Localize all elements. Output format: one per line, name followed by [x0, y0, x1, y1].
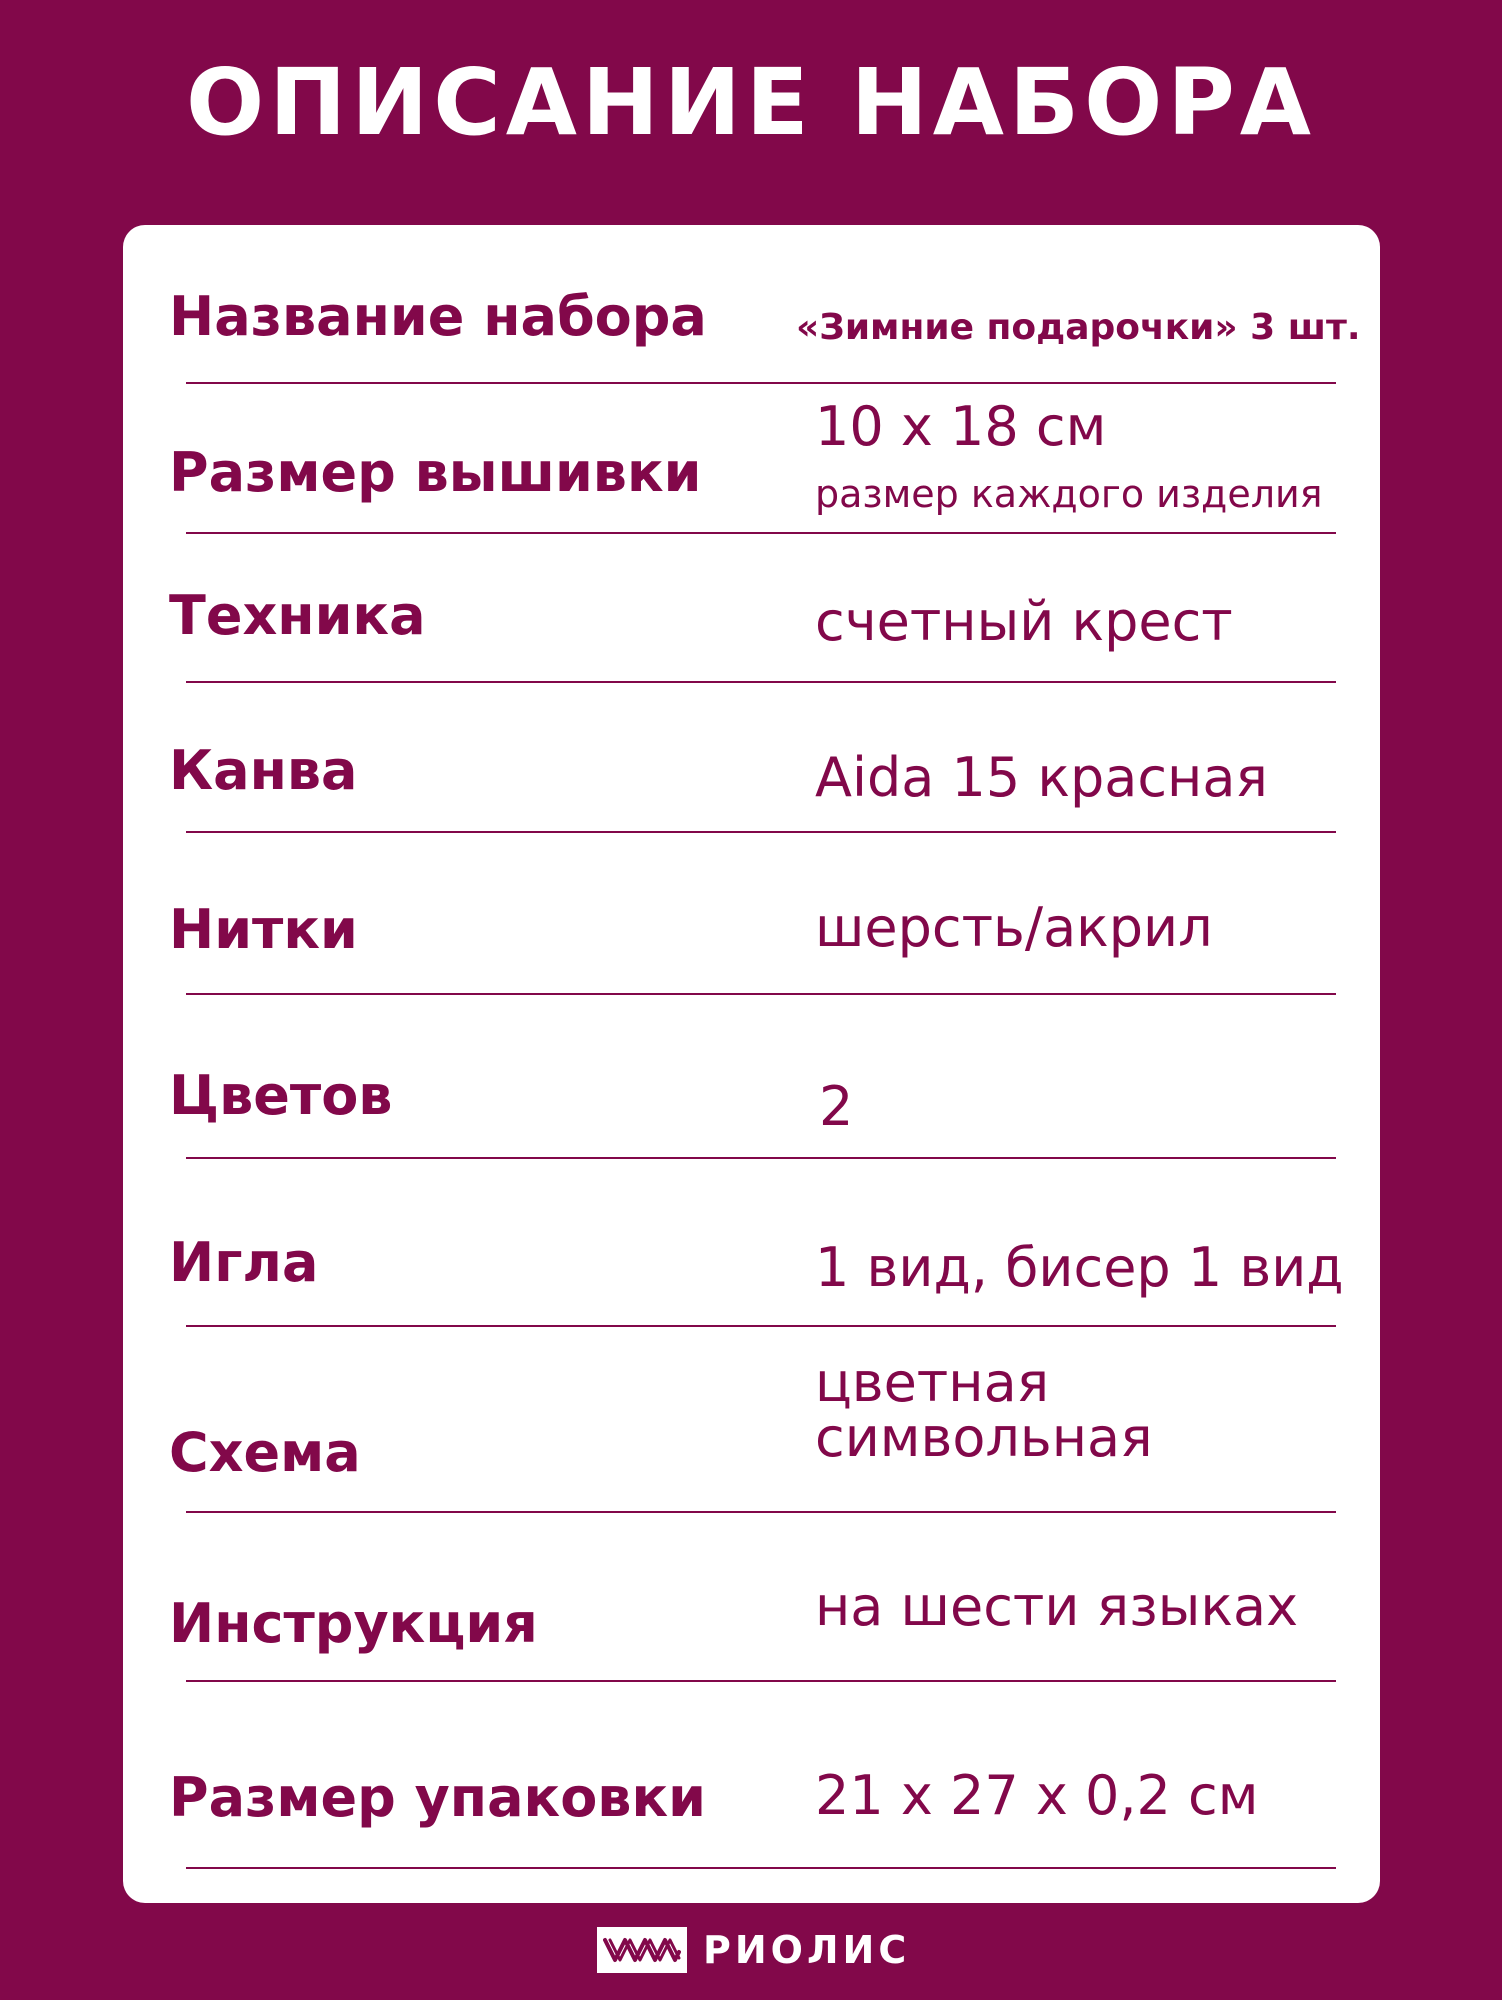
divider — [186, 382, 1336, 384]
zigzag-logo-icon — [597, 1927, 687, 1973]
spec-label: Размер вышивки — [169, 441, 702, 504]
spec-value: «Зимние подарочки» 3 шт. — [796, 307, 1361, 348]
spec-value: счетный крест — [815, 590, 1233, 653]
divider — [186, 532, 1336, 534]
divider — [186, 1867, 1336, 1869]
spec-value: цветная — [815, 1351, 1050, 1414]
spec-label: Техника — [169, 584, 426, 647]
spec-label: Канва — [169, 739, 358, 802]
spec-value: 2 — [819, 1075, 854, 1138]
spec-value-note: размер каждого изделия — [815, 472, 1323, 516]
spec-value: 21 х 27 х 0,2 см — [815, 1764, 1259, 1827]
divider — [186, 1157, 1336, 1159]
spec-label: Цветов — [169, 1064, 393, 1127]
divider — [186, 1680, 1336, 1682]
page-title: ОПИСАНИЕ НАБОРА — [186, 49, 1316, 156]
spec-value: Aida 15 красная — [815, 746, 1268, 809]
spec-label: Размер упаковки — [169, 1766, 706, 1829]
spec-label: Схема — [169, 1421, 361, 1484]
specs-card — [123, 225, 1380, 1903]
divider — [186, 1511, 1336, 1513]
spec-value-line-2: символьная — [815, 1406, 1153, 1469]
divider — [186, 681, 1336, 683]
divider — [186, 993, 1336, 995]
spec-value: 10 х 18 см — [815, 395, 1107, 458]
brand-name: РИОЛИС — [703, 1928, 911, 1972]
spec-label: Игла — [169, 1231, 319, 1294]
brand — [597, 1924, 910, 1976]
divider — [186, 831, 1336, 833]
spec-label: Нитки — [169, 898, 358, 961]
divider — [186, 1325, 1336, 1327]
spec-label: Название набора — [169, 285, 707, 348]
spec-value: шерсть/акрил — [815, 896, 1213, 959]
spec-label: Инструкция — [169, 1592, 538, 1655]
spec-value: 1 вид, бисер 1 вид — [815, 1236, 1344, 1299]
spec-value: на шести языках — [815, 1575, 1299, 1638]
